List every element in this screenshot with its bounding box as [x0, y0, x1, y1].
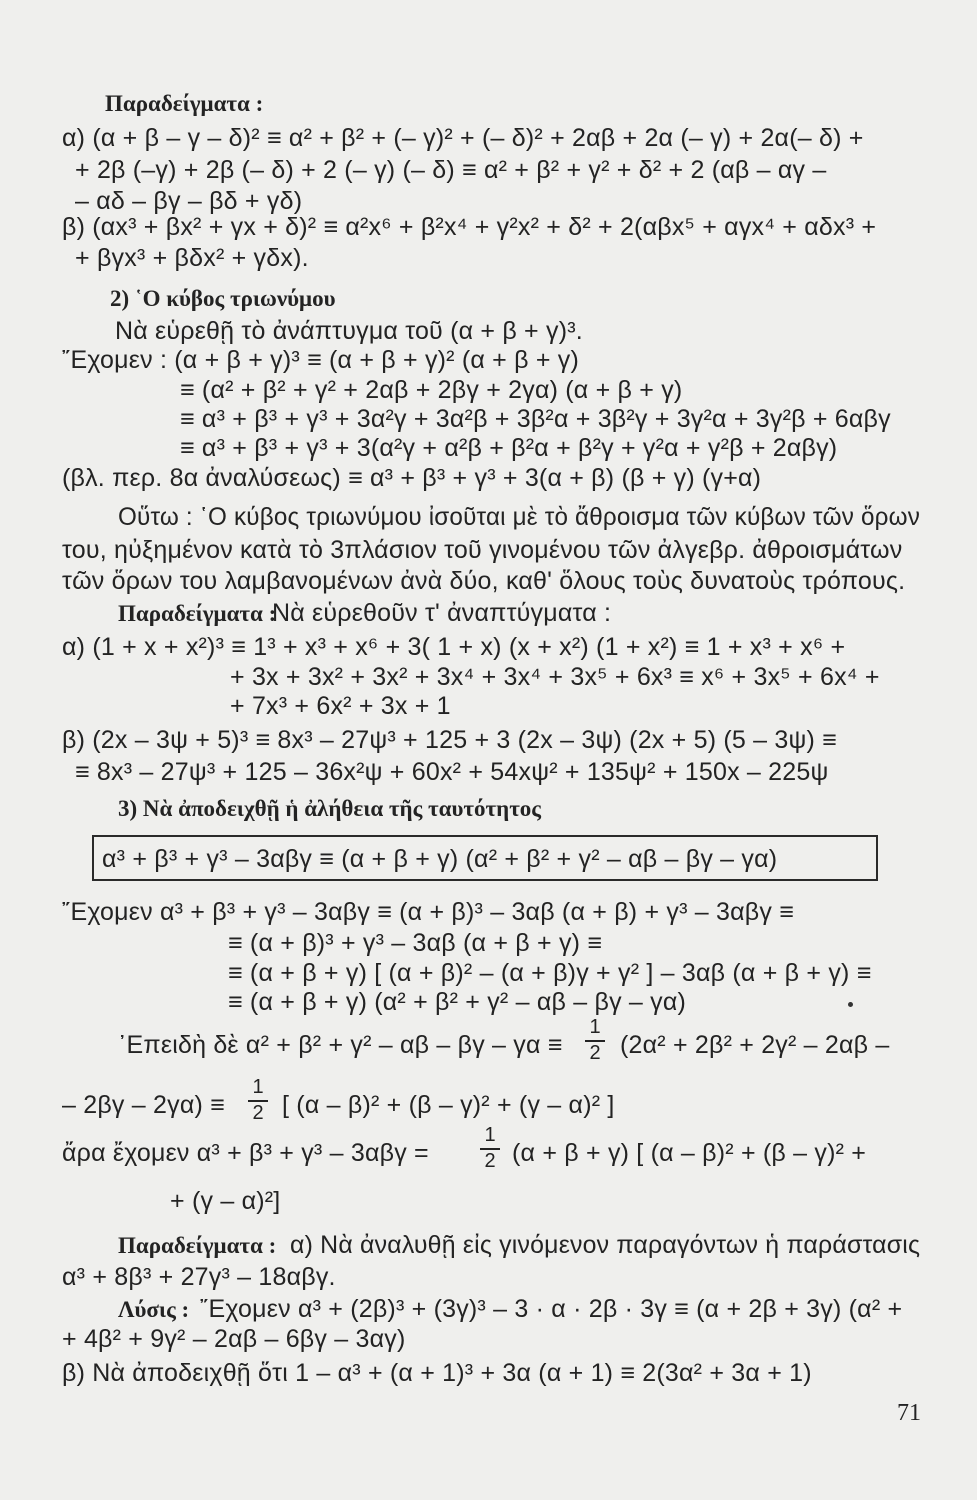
cube-line-9: τῶν ὅρων του λαμβανομένων ἀνὰ δύο, καθ' ὅλους τοὺς δυνατοὺς τρόπους.: [62, 567, 906, 595]
examples-heading-3: Παραδείγματα :: [118, 1233, 277, 1258]
example-2a-line-3: + 7x³ + 6x² + 3x + 1: [230, 692, 451, 720]
example-3a-line-2: α³ + 8β³ + 27γ³ – 18αβγ.: [62, 1263, 336, 1291]
example-3a-line-1: α) Νὰ ἀναλυθῇ εἰς γινόμενον παραγόντων ἡ παράστασις: [290, 1231, 921, 1259]
example-a-line-1: α) (α + β – γ – δ)² ≡ α² + β² + (– γ)² + (– δ)² + 2αβ + 2α (– γ) + 2α(– δ) +: [62, 124, 864, 152]
example-b-line-2: + βγx³ + βδx² + γδx).: [75, 244, 309, 272]
examples-heading-2: Παραδείγματα :: [118, 601, 277, 626]
identity-formula: α³ + β³ + γ³ – 3αβγ ≡ (α + β + γ) (α² + β² + γ² – αβ – βγ – γα): [102, 845, 778, 873]
identity-line-2: ≡ (α + β)³ + γ³ – 3αβ (α + β + γ) ≡: [228, 929, 603, 957]
identity-line-7b: (α + β + γ) [ (α – β)² + (β – γ)² +: [512, 1139, 867, 1167]
identity-line-3: ≡ (α + β + γ) [ (α + β)² – (α + β)γ + γ² ] – 3αβ (α + β + γ) ≡: [228, 959, 872, 987]
cube-line-4: ≡ α³ + β³ + γ³ + 3α²γ + 3α²β + 3β²α + 3β²γ + 3γ²α + 3γ²β + 6αβγ: [180, 405, 891, 433]
fraction-denominator-3: 2: [484, 1150, 496, 1172]
cube-line-3: ≡ (α² + β² + γ² + 2αβ + 2βγ + 2γα) (α + β + γ): [180, 376, 683, 404]
cube-line-5: ≡ α³ + β³ + γ³ + 3(α²γ + α²β + β²α + β²γ + γ²α + γ²β + 2αβγ): [180, 434, 838, 462]
example-2a-line-2: + 3x + 3x² + 3x² + 3x⁴ + 3x⁴ + 3x⁵ + 6x³ ≡ x⁶ + 3x⁵ + 6x⁴ +: [230, 663, 880, 691]
example-b-line-1: β) (αx³ + βx² + γx + δ)² ≡ α²x⁶ + β²x⁴ + γ²x² + δ² + 2(αβx⁵ + αγx⁴ + αδx³ +: [62, 213, 877, 241]
examples-2-intro: Νὰ εὑρεθοῦν τ' ἀναπτύγματα :: [272, 599, 612, 627]
identity-line-6a: – 2βγ – 2γα) ≡: [62, 1091, 225, 1119]
example-2b-line-2: ≡ 8x³ – 27ψ³ + 125 – 36x²ψ + 60x² + 54xψ² + 135ψ² + 150x – 225ψ: [75, 758, 829, 786]
example-2b-line-1: β) (2x – 3ψ + 5)³ ≡ 8x³ – 27ψ³ + 125 + 3 (2x – 3ψ) (2x + 5) (5 – 3ψ) ≡: [62, 726, 837, 754]
cube-line-7: Οὕτω : ῾Ο κύβος τριωνύμου ἰσοῦται μὲ τὸ ἄθροισμα τῶν κύβων τῶν ὅρων: [118, 503, 921, 531]
fraction-numerator-3: 1: [484, 1124, 496, 1146]
identity-line-1: ῎Εχομεν α³ + β³ + γ³ – 3αβγ ≡ (α + β)³ – 3αβ (α + β) + γ³ – 3αβγ ≡: [62, 898, 794, 926]
fraction-denominator-2: 2: [252, 1102, 264, 1124]
identity-line-6b: [ (α – β)² + (β – γ)² + (γ – α)² ]: [282, 1091, 615, 1119]
solution-line-2: + 4β² + 9γ² – 2αβ – 6βγ – 3αγ): [62, 1325, 406, 1353]
identity-line-5b: (2α² + 2β² + 2γ² – 2αβ –: [620, 1031, 890, 1059]
identity-line-8: + (γ – α)²]: [170, 1187, 281, 1215]
solution-line-1: ῎Εχομεν α³ + (2β)³ + (3γ)³ – 3 · α · 2β · 3γ ≡ (α + 2β + 3γ) (α² +: [200, 1295, 903, 1323]
dot-mark: [848, 1002, 853, 1007]
examples-heading-1: Παραδείγματα :: [105, 91, 264, 116]
example-2a-line-1: α) (1 + x + x²)³ ≡ 1³ + x³ + x⁶ + 3( 1 + x) (x + x²) (1 + x²) ≡ 1 + x³ + x⁶ +: [62, 633, 846, 661]
page-number: 71: [897, 1400, 921, 1426]
cube-line-8: του, ηὐξημένον κατὰ τὸ 3πλάσιον τοῦ γινομένου τῶν ἀλγεβρ. ἀθροισμάτων: [62, 536, 903, 564]
identity-line-5a: ᾿Επειδὴ δὲ α² + β² + γ² – αβ – βγ – γα ≡: [118, 1031, 563, 1059]
fraction-numerator-2: 1: [252, 1076, 264, 1098]
example-a-line-2: + 2β (–γ) + 2β (– δ) + 2 (– γ) (– δ) ≡ α² + β² + γ² + δ² + 2 (αβ – αγ –: [75, 156, 827, 184]
solution-label: Λύσις :: [118, 1297, 190, 1322]
example-a-line-3: – αδ – βγ – βδ + γδ): [75, 187, 303, 215]
identity-box: [92, 835, 878, 881]
fraction-numerator-1: 1: [589, 1016, 601, 1038]
fraction-denominator-1: 2: [589, 1042, 601, 1064]
identity-heading: 3) Νὰ ἀποδειχθῇ ἡ ἀλήθεια τῆς ταυτότητος: [118, 796, 541, 821]
cube-heading: 2) ῾Ο κύβος τριωνύμου: [110, 286, 336, 311]
cube-line-1: Νὰ εὑρεθῇ τὸ ἀνάπτυγμα τοῦ (α + β + γ)³.: [115, 317, 583, 345]
cube-line-2: ῎Εχομεν : (α + β + γ)³ ≡ (α + β + γ)² (α + β + γ): [62, 346, 580, 374]
cube-line-6: (βλ. περ. 8α ἀναλύσεως) ≡ α³ + β³ + γ³ + 3(α + β) (β + γ) (γ+α): [62, 464, 762, 492]
example-3b-line-1: β) Νὰ ἀποδειχθῇ ὅτι 1 – α³ + (α + 1)³ + 3α (α + 1) ≡ 2(3α² + 3α + 1): [62, 1359, 812, 1387]
identity-line-4: ≡ (α + β + γ) (α² + β² + γ² – αβ – βγ – γα): [228, 988, 687, 1016]
identity-line-7a: ἄρα ἔχομεν α³ + β³ + γ³ – 3αβγ =: [62, 1139, 429, 1167]
